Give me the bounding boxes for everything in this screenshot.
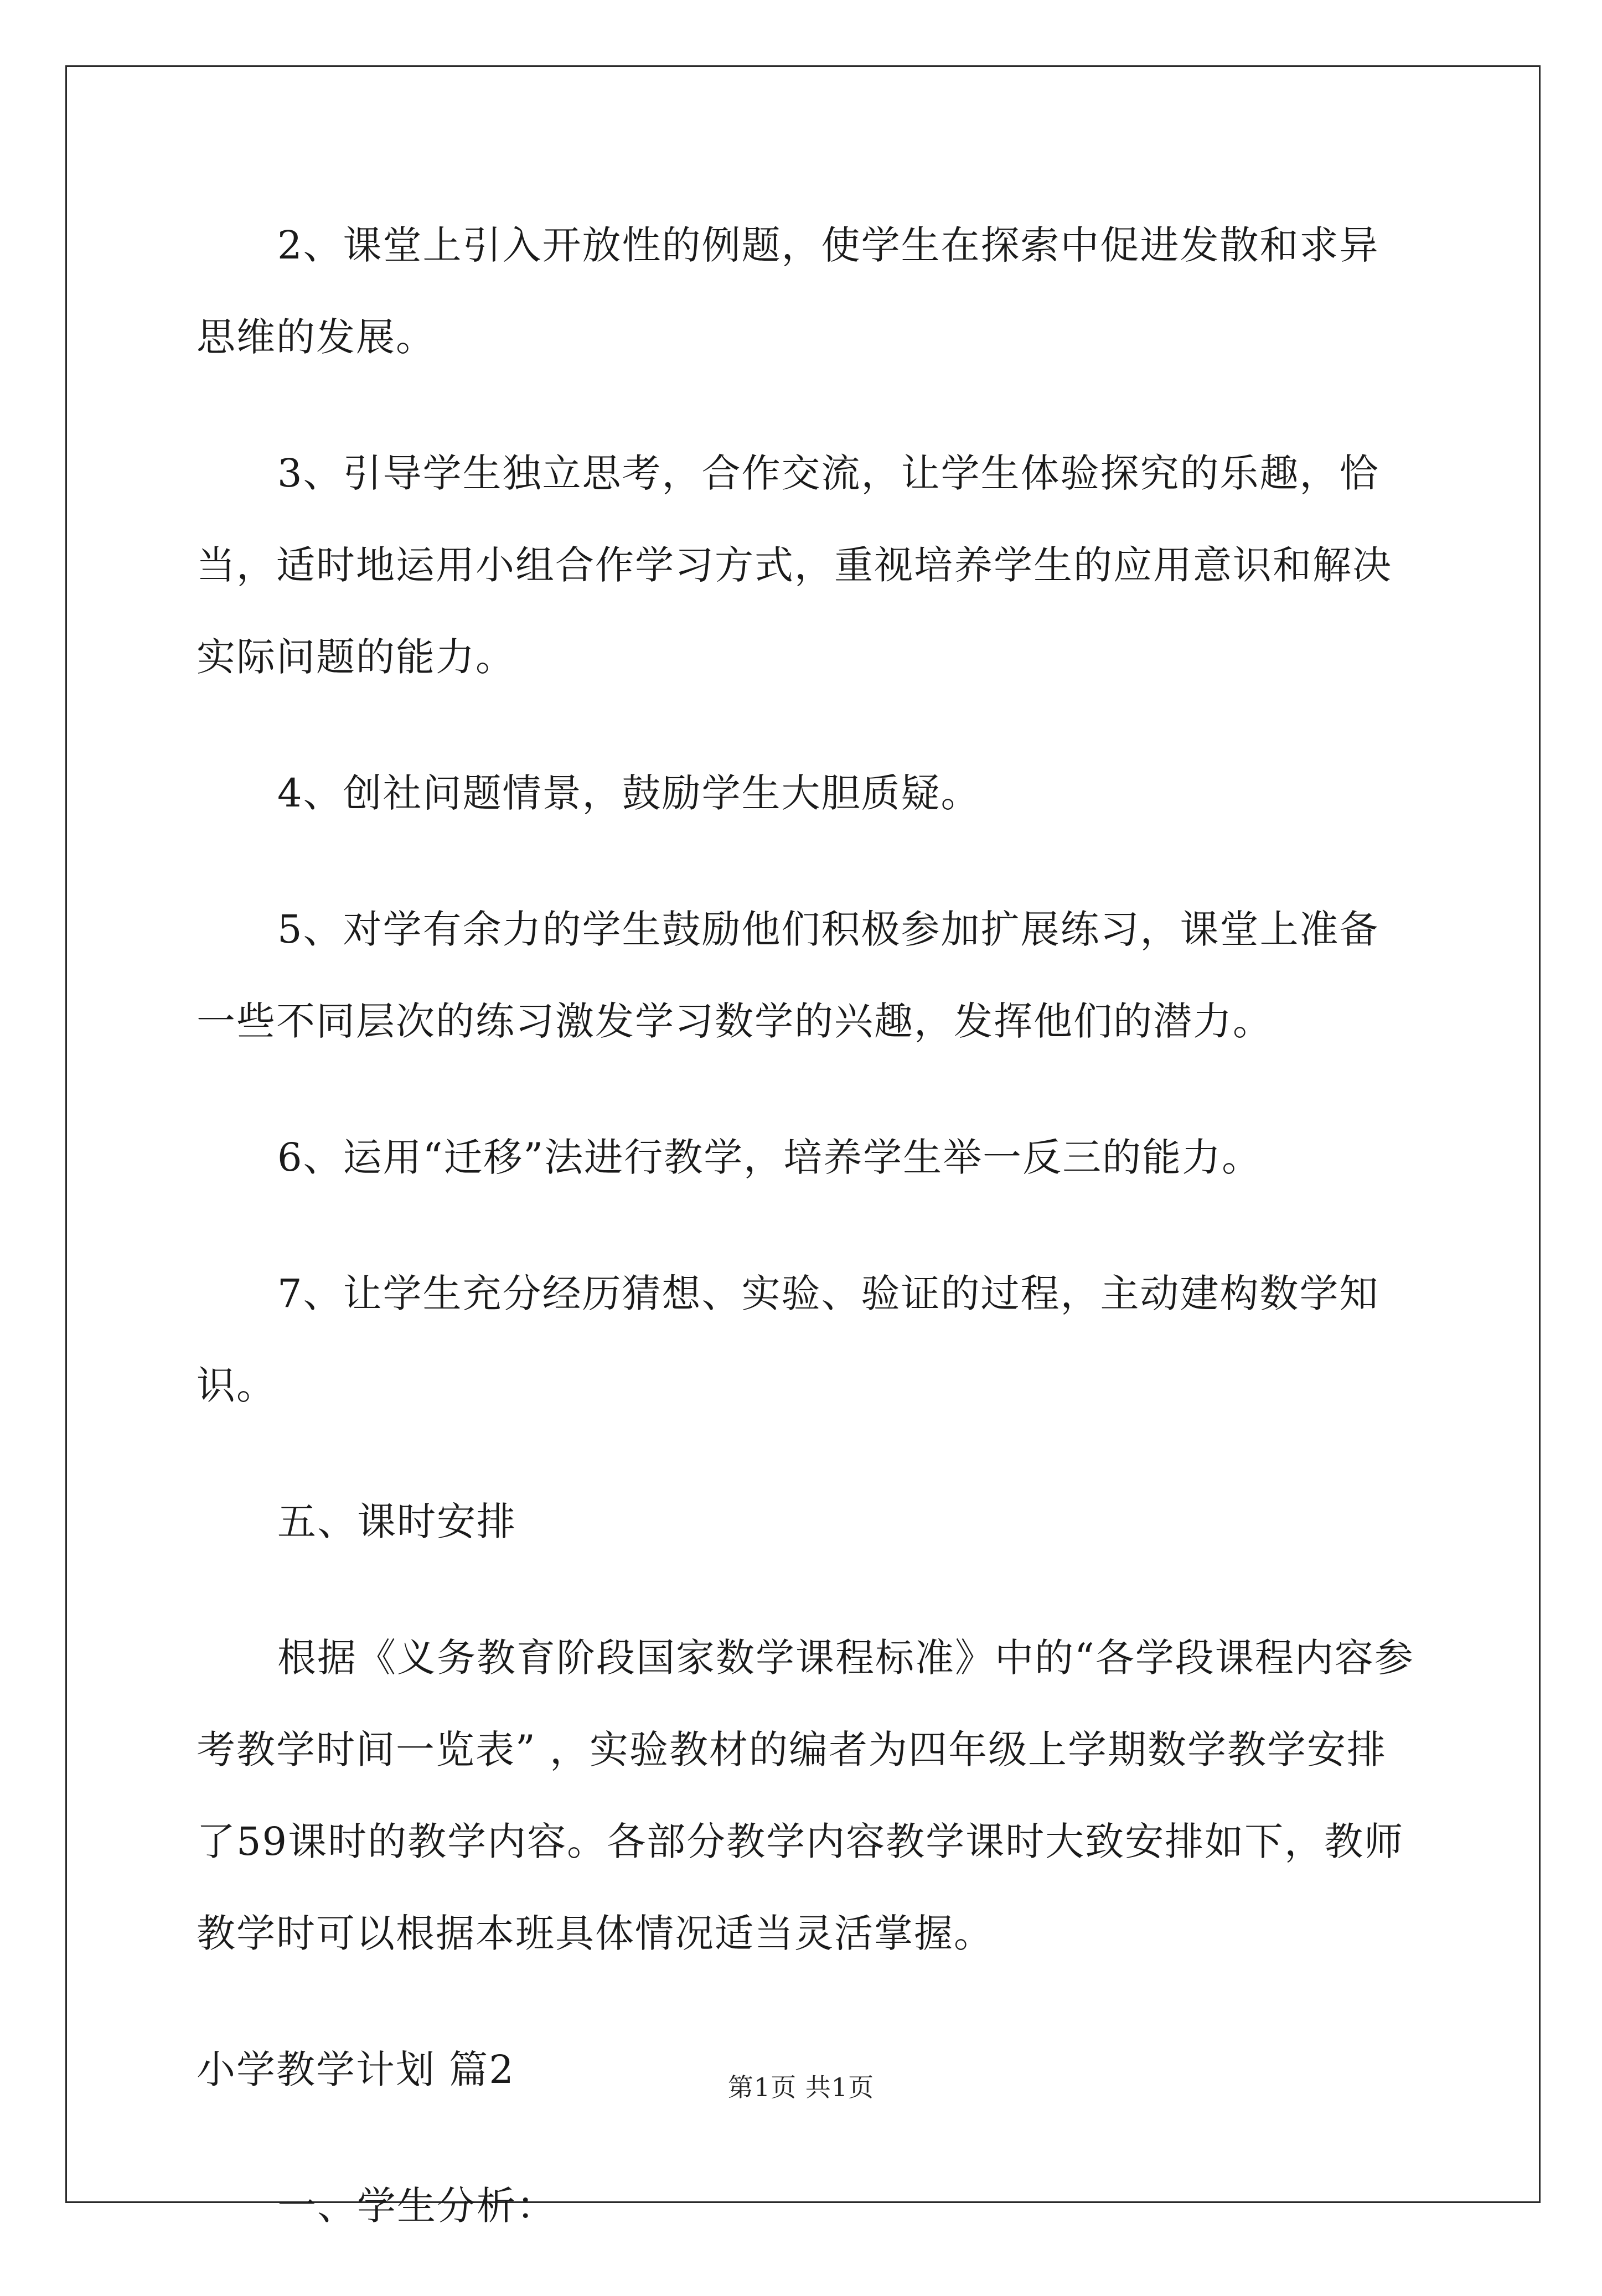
document-title-plan-2: 小学教学计划 篇2 — [197, 2047, 515, 2092]
section-heading-student-analysis: 一、学生分析： — [277, 2183, 556, 2228]
paragraph-item-5: 5、对学有余力的学生鼓励他们积极参加扩展练习，课堂上准备一些不同层次的练习激发学习数学的兴趣，发挥他们的潜力。 — [197, 907, 1379, 1044]
paragraph-item-6: 6、运用“迁移”法进行教学，培养学生举一反三的能力。 — [277, 1135, 1262, 1180]
paragraph-item-7: 7、让学生充分经历猜想、实验、验证的过程，主动建构数学知识。 — [197, 1271, 1379, 1408]
document-body — [197, 199, 1414, 2296]
paragraph-item-3: 3、引导学生独立思考，合作交流，让学生体验探究的乐趣，恰当，适时地运用小组合作学习方式，重视培养学生的应用意识和解决实际问题的能力。 — [197, 451, 1392, 680]
paragraph-item-2: 2、课堂上引入开放性的例题，使学生在探索中促进发散和求异思维的发展。 — [197, 223, 1379, 360]
page-footer: 第1页 共1页 — [727, 2072, 875, 2102]
paragraph-schedule-body: 根据《义务教育阶段国家数学课程标准》中的“各学段课程内容参考教学时间一览表” ，实验教材的编者为四年级上学期数学教学安排了59课时的教学内容。各部分教学内容教学课时大致安排如下，教师教学时可以根据本班具体情况适当灵活掌握。 — [197, 1635, 1414, 1956]
section-heading-schedule: 五、课时安排 — [277, 1499, 516, 1544]
paragraph-item-4: 4、创社问题情景，鼓励学生大胆质疑。 — [277, 770, 981, 816]
